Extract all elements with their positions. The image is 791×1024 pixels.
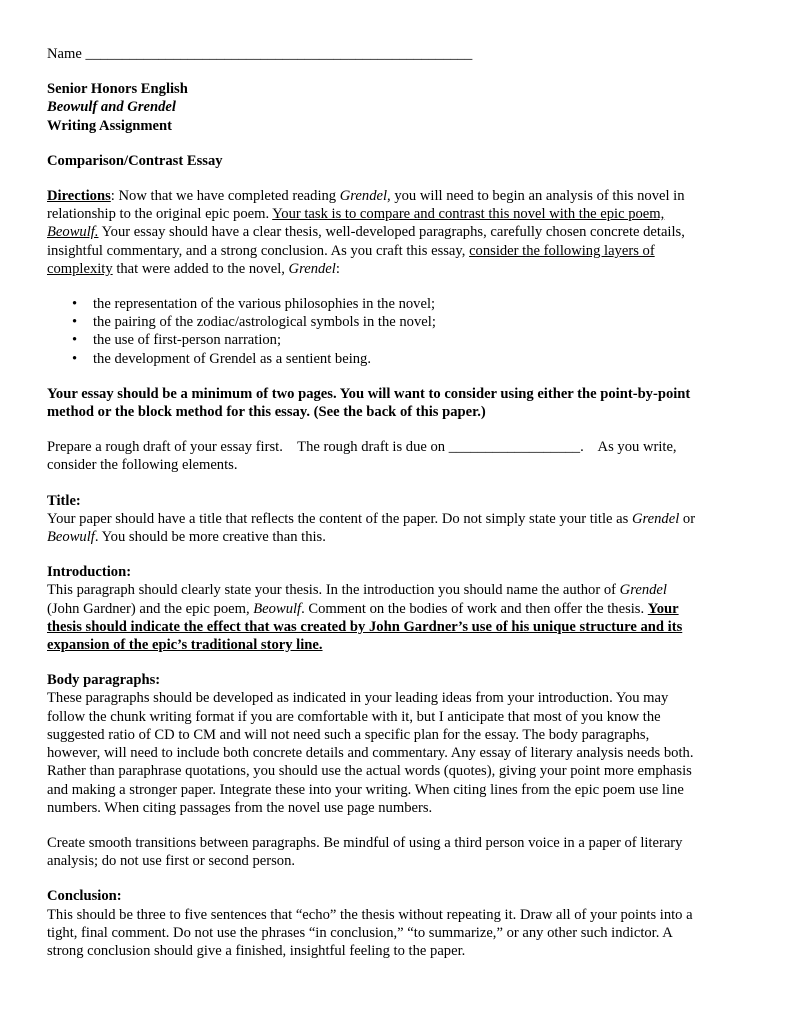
conclusion-heading: Conclusion:: [47, 888, 122, 905]
body-paragraphs-section: Body paragraphs: These paragraphs should be developed as indicated in your leading ideas from your introduction. You may follow the chunk writing format if you are comfortable with it, but I anticipate that most of you know the suggested ratio of CD to CM and will not need such a specific plan for the essay. The body paragraphs, however, will need to include both concrete details and commentary. Any essay of literary analysis needs both. Rather than paraphrase quotations, you should use the actual words (quotes), giving your point more emphasis and making a stronger paper. Integrate these into your writing. When citing lines from the epic poem use line numbers. When citing passages from the novel use page numbers.: [47, 671, 751, 817]
name-label: Name: [47, 46, 82, 62]
directions-label: Directions: [47, 188, 111, 205]
introduction-section: Introduction: This paragraph should clearly state your thesis. In the introduction you should name the author of Grendel (John Gardner) and the epic poem, Beowulf. Comment on the bodies of work and then offer the thesis. Your thesis should indicate the effect that was created by John Gardner’s use of his unique structure and its expansion of the epic’s traditional story line.: [47, 563, 751, 654]
rough-draft-paragraph: Prepare a rough draft of your essay first. The rough draft is due on __________________. As you write, consider the following elements.: [47, 439, 677, 474]
course-title: Senior Honors English: [47, 81, 188, 98]
introduction-heading: Introduction:: [47, 564, 132, 581]
unit-title: Beowulf and Grendel: [47, 99, 176, 116]
bullet-icon: •: [72, 332, 78, 349]
list-item: • the use of first-person narration;: [72, 332, 282, 349]
essay-type-heading: Comparison/Contrast Essay: [47, 152, 223, 169]
title-section: Title: Your paper should have a title that reflects the content of the paper. Do not simply state your title as Grendel or Beowulf. You should be more creative than this.: [47, 492, 751, 547]
length-requirement: Your essay should be a minimum of two pages. You will want to consider using either the point-by-point method or the block method for this essay. (See the back of this paper.): [47, 385, 691, 421]
assignment-title: Writing Assignment: [47, 117, 173, 134]
list-item: • the development of Grendel as a sentient being.: [72, 350, 372, 367]
bullet-icon: •: [72, 314, 78, 331]
course-heading: [47, 80, 751, 135]
list-item: • the representation of the various philosophies in the novel;: [72, 296, 436, 313]
bullet-icon: •: [72, 296, 78, 313]
complexity-list: [47, 295, 751, 368]
conclusion-section: Conclusion: This should be three to five sentences that “echo” the thesis without repeating it. Draw all of your points into a tight, final comment. Do not use the phrases “in conclusion,” “to summarize,” or any other such indictor. A strong conclusion should give a finished, insightful feeling to the paper.: [47, 887, 751, 960]
body-paragraphs-heading: Body paragraphs:: [47, 672, 161, 689]
transitions-paragraph: Create smooth transitions between paragraphs. Be mindful of using a third person voice in a paper of literary analysis; do not use first or second person.: [47, 834, 683, 870]
list-item: • the pairing of the zodiac/astrological symbols in the novel;: [72, 314, 436, 331]
name-blank: _____________________________________________________: [85, 46, 473, 62]
directions-paragraph: Directions: Now that we have completed reading Grendel, you will need to begin an analysis of this novel in relationship to the original epic poem. Your task is to compare and contrast this novel with the epic poem, Beowulf. Your essay should have a clear thesis, well-developed paragraphs, carefully chosen concrete details, insightful commentary, and a strong conclusion. As you craft this essay, consider the following layers of complexity that were added to the novel, Grendel:: [47, 188, 685, 277]
name-line: [47, 45, 751, 63]
title-heading: Title:: [47, 492, 81, 509]
bullet-icon: •: [72, 350, 78, 367]
